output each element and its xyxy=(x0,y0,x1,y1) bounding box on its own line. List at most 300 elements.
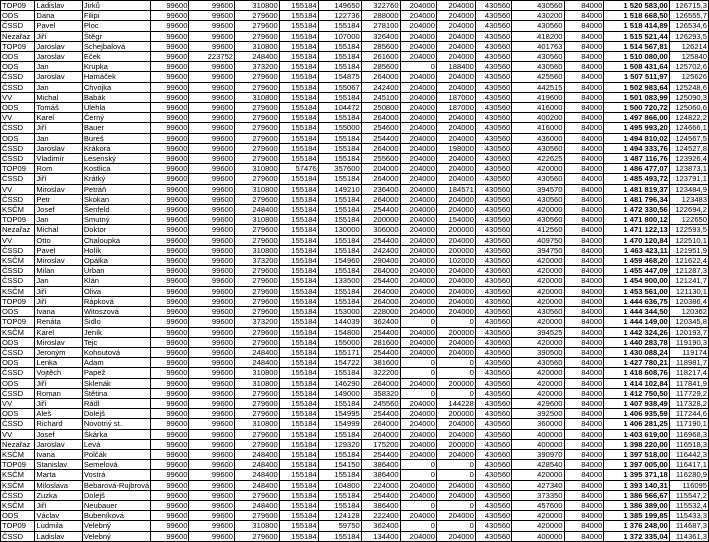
table-cell: 204000 xyxy=(436,347,475,357)
table-cell: 290400 xyxy=(361,256,400,266)
table-cell: 84000 xyxy=(564,62,604,72)
table-cell: 102000 xyxy=(436,256,475,266)
table-cell: 222400 xyxy=(361,511,400,521)
table-cell: 416000 xyxy=(512,103,564,113)
table-cell: 99600 xyxy=(151,266,189,276)
table-cell: Ladislav xyxy=(35,531,82,541)
table-cell: 420000 xyxy=(512,521,564,531)
table-cell: ČSSD xyxy=(1,21,35,31)
table-cell: 99600 xyxy=(151,337,189,347)
table-cell: 430560 xyxy=(475,337,511,347)
table-cell: 0 xyxy=(400,470,436,480)
table-cell: ODS xyxy=(1,378,35,388)
table-cell: 99600 xyxy=(189,92,235,102)
table-row xyxy=(1,154,709,164)
table-cell: 116417,1 xyxy=(669,460,708,470)
table-cell: 358320 xyxy=(361,388,400,398)
table-cell: Holík xyxy=(82,245,150,255)
table-row xyxy=(1,317,709,327)
table-cell: 1 444 344,50 xyxy=(604,307,669,317)
table-cell: 155184 xyxy=(279,205,318,215)
table-cell: 154960 xyxy=(318,256,361,266)
table-cell: 425560 xyxy=(512,72,564,82)
table-cell: 248400 xyxy=(235,205,280,215)
table-cell: 99600 xyxy=(189,296,235,306)
table-cell: 1 471 800,12 xyxy=(604,215,669,225)
table-cell: 1 515 521,44 xyxy=(604,31,669,41)
table-cell: 99600 xyxy=(151,194,189,204)
table-cell: 1 386 566,67 xyxy=(604,490,669,500)
table-row xyxy=(1,531,709,541)
table-cell: 373200 xyxy=(235,256,280,266)
table-cell: 99600 xyxy=(189,266,235,276)
table-cell: Jan xyxy=(35,82,82,92)
table-cell: ODS xyxy=(1,307,35,317)
table-cell: 126715,3 xyxy=(669,1,708,11)
table-cell: 155184 xyxy=(279,439,318,449)
table-cell: ČSSD xyxy=(1,174,35,184)
table-cell: 99600 xyxy=(151,358,189,368)
table-cell: 1 406 281,25 xyxy=(604,419,669,429)
table-cell: 154150 xyxy=(318,460,361,470)
table-cell: 228000 xyxy=(361,307,400,317)
table-row xyxy=(1,235,709,245)
table-cell: 123926,4 xyxy=(669,154,708,164)
table-row xyxy=(1,276,709,286)
table-cell: 155184 xyxy=(279,347,318,357)
table-cell: 120386,4 xyxy=(669,296,708,306)
table-cell: Ivana xyxy=(35,449,82,459)
table-cell: 155184 xyxy=(279,470,318,480)
table-cell: 390500 xyxy=(512,347,564,357)
table-cell: 204000 xyxy=(436,480,475,490)
table-cell: 155184 xyxy=(318,266,361,276)
table-cell: 99600 xyxy=(189,531,235,541)
table-cell: 430560 xyxy=(475,62,511,72)
table-cell: 204000 xyxy=(400,52,436,62)
table-cell: 144228 xyxy=(436,398,475,408)
table-cell: 419600 xyxy=(512,92,564,102)
table-cell: 1 403 619,00 xyxy=(604,429,669,439)
table-cell: 116518,3 xyxy=(669,439,708,449)
table-cell: 254400 xyxy=(361,235,400,245)
table-cell: 357600 xyxy=(318,164,361,174)
table-cell: ČSSD xyxy=(1,82,35,92)
table-cell: KSČM xyxy=(1,480,35,490)
table-cell: 99600 xyxy=(151,368,189,378)
table-cell: Škárka xyxy=(82,429,150,439)
table-cell: 99600 xyxy=(151,154,189,164)
table-cell: 99600 xyxy=(151,480,189,490)
table-cell: 204000 xyxy=(400,286,436,296)
table-cell: 430560 xyxy=(475,490,511,500)
table-cell: 84000 xyxy=(564,286,604,296)
table-cell: KSČM xyxy=(1,327,35,337)
table-cell: 264000 xyxy=(361,72,400,82)
table-cell: 204000 xyxy=(436,1,475,11)
table-cell: 430560 xyxy=(475,368,511,378)
table-cell: Jiří xyxy=(35,286,82,296)
table-cell: 155184 xyxy=(279,460,318,470)
table-cell: 1 470 120,84 xyxy=(604,235,669,245)
table-cell: ČSSD xyxy=(1,368,35,378)
table-cell: 1 495 993,20 xyxy=(604,123,669,133)
table-row xyxy=(1,409,709,419)
table-row xyxy=(1,245,709,255)
table-cell: 1 444 636,75 xyxy=(604,296,669,306)
table-cell: 430560 xyxy=(475,429,511,439)
table-cell: 84000 xyxy=(564,143,604,153)
table-cell: Jeník xyxy=(82,327,150,337)
table-cell: 122694,2 xyxy=(669,205,708,215)
table-row xyxy=(1,82,709,92)
table-cell: 1 502 983,64 xyxy=(604,82,669,92)
table-cell: 420000 xyxy=(512,205,564,215)
table-cell: 1 406 935,59 xyxy=(604,409,669,419)
table-cell: 118981,7 xyxy=(669,358,708,368)
table-cell: Václav xyxy=(35,511,82,521)
table-cell: Ivana xyxy=(35,307,82,317)
table-row xyxy=(1,11,709,21)
table-cell: 99600 xyxy=(151,307,189,317)
table-cell: 281600 xyxy=(361,337,400,347)
table-cell: 430560 xyxy=(475,123,511,133)
table-row xyxy=(1,215,709,225)
table-cell: Milan xyxy=(35,266,82,276)
table-cell: Nezařaz xyxy=(1,225,35,235)
table-cell: 125840 xyxy=(669,52,708,62)
table-cell: Bebarová-Rujbrová xyxy=(83,480,150,490)
table-cell: 200000 xyxy=(436,245,475,255)
table-cell: 99600 xyxy=(151,123,189,133)
table-cell: 362400 xyxy=(361,317,400,327)
table-cell: 99600 xyxy=(189,286,235,296)
table-cell: 0 xyxy=(400,368,436,378)
table-cell: 99600 xyxy=(151,184,189,194)
table-cell: 430560 xyxy=(475,184,511,194)
table-cell: Jiří xyxy=(35,296,82,306)
table-cell: 122593,5 xyxy=(669,225,708,235)
table-cell: 204000 xyxy=(400,205,436,215)
table-cell: 430560 xyxy=(475,388,511,398)
table-cell: 279600 xyxy=(235,21,280,31)
table-cell: Lenka xyxy=(35,358,82,368)
table-cell: 117328,2 xyxy=(669,398,708,408)
table-cell: 84000 xyxy=(564,327,604,337)
table-cell: 242400 xyxy=(361,245,400,255)
table-cell: 0 xyxy=(436,388,475,398)
table-cell: 84000 xyxy=(564,225,604,235)
table-cell: 442515 xyxy=(512,82,564,92)
table-row xyxy=(1,490,709,500)
table-cell: 1 494 810,02 xyxy=(604,133,669,143)
table-cell: 99600 xyxy=(151,245,189,255)
table-cell: 155184 xyxy=(279,62,318,72)
table-cell: 99600 xyxy=(189,490,235,500)
table-cell: 149000 xyxy=(318,388,361,398)
table-cell: 1 518 414,89 xyxy=(604,21,669,31)
table-cell: 99600 xyxy=(151,439,189,449)
table-cell: VV xyxy=(1,113,35,123)
table-cell: 116968,3 xyxy=(669,429,708,439)
table-cell: Rádl xyxy=(82,398,150,408)
table-cell: 84000 xyxy=(564,215,604,225)
table-cell: 119174 xyxy=(669,347,708,357)
table-cell: 0 xyxy=(436,521,475,531)
table-cell: 254400 xyxy=(361,205,400,215)
table-cell: KSČM xyxy=(1,470,35,480)
table-cell: 204000 xyxy=(436,531,475,541)
table-cell: 99600 xyxy=(151,1,189,11)
table-cell: 430560 xyxy=(475,296,511,306)
table-cell: 264000 xyxy=(361,429,400,439)
table-cell: 420000 xyxy=(512,164,564,174)
table-cell: 155184 xyxy=(318,245,361,255)
table-cell: 430560 xyxy=(475,286,511,296)
table-cell: 310800 xyxy=(235,215,280,225)
table-cell: 204000 xyxy=(436,113,475,123)
table-row xyxy=(1,439,709,449)
table-cell: 279600 xyxy=(235,490,280,500)
table-cell: Jiří xyxy=(35,174,82,184)
table-cell: 306000 xyxy=(361,225,400,235)
table-cell: 84000 xyxy=(564,378,604,388)
table-row xyxy=(1,470,709,480)
table-cell: 430560 xyxy=(475,358,511,368)
table-cell: Miroslav xyxy=(35,337,82,347)
table-cell: 99600 xyxy=(189,327,235,337)
table-cell: 400000 xyxy=(512,439,564,449)
table-cell: ODS xyxy=(1,103,35,113)
table-cell: 204000 xyxy=(400,276,436,286)
table-cell: 1 497 866,00 xyxy=(604,113,669,123)
table-cell: Jaroslav xyxy=(35,439,82,449)
table-cell: 123791,1 xyxy=(669,174,708,184)
table-cell: Krákora xyxy=(82,143,150,153)
table-cell: 84000 xyxy=(564,21,604,31)
table-cell: Dolejš xyxy=(82,409,150,419)
table-cell: 204000 xyxy=(436,82,475,92)
table-cell: 99600 xyxy=(189,1,235,11)
table-cell: 416000 xyxy=(512,123,564,133)
table-cell: 204000 xyxy=(400,82,436,92)
table-cell: 155184 xyxy=(279,174,318,184)
table-cell: 84000 xyxy=(564,103,604,113)
table-cell: 254400 xyxy=(361,490,400,500)
table-cell: 204000 xyxy=(400,266,436,276)
table-cell: 155184 xyxy=(279,480,318,490)
table-cell: Oliva xyxy=(82,286,150,296)
table-cell: 117841,9 xyxy=(669,378,708,388)
table-cell: 84000 xyxy=(564,72,604,82)
table-cell: 99600 xyxy=(189,521,235,531)
table-cell: 84000 xyxy=(564,1,604,11)
table-cell: 99600 xyxy=(189,31,235,41)
table-cell: 430560 xyxy=(475,521,511,531)
table-cell: 248400 xyxy=(235,500,280,510)
table-cell: 99600 xyxy=(151,82,189,92)
table-cell: 99600 xyxy=(151,256,189,266)
table-cell: 1 510 080,00 xyxy=(604,52,669,62)
table-cell: 1 501 083,99 xyxy=(604,92,669,102)
table-cell: 390970 xyxy=(512,449,564,459)
table-cell: 155184 xyxy=(279,31,318,41)
table-cell: ODS xyxy=(1,409,35,419)
table-cell: 204000 xyxy=(400,245,436,255)
table-cell: 430560 xyxy=(475,327,511,337)
table-cell: 155184 xyxy=(279,52,318,62)
table-cell: Pavel xyxy=(35,21,82,31)
table-cell: 204000 xyxy=(400,21,436,31)
table-cell: 279600 xyxy=(235,194,280,204)
table-cell: 279600 xyxy=(235,531,280,541)
table-cell: 99600 xyxy=(189,174,235,184)
table-cell: 420000 xyxy=(512,256,564,266)
table-cell: 99600 xyxy=(189,245,235,255)
table-cell: 99600 xyxy=(189,123,235,133)
table-cell: 198000 xyxy=(436,143,475,153)
table-cell: 130000 xyxy=(318,225,361,235)
table-cell: 1 385 199,85 xyxy=(604,511,669,521)
table-cell: 264000 xyxy=(361,174,400,184)
table-cell: 200000 xyxy=(436,439,475,449)
table-cell: 121241,7 xyxy=(669,276,708,286)
table-row xyxy=(1,164,709,174)
table-cell: 0 xyxy=(400,62,436,72)
table-cell: 430560 xyxy=(475,439,511,449)
table-cell: 279600 xyxy=(235,11,280,21)
table-cell: ČSSD xyxy=(1,194,35,204)
table-cell: 155184 xyxy=(279,133,318,143)
table-cell: 99600 xyxy=(189,11,235,21)
table-cell: 114687,3 xyxy=(669,521,708,531)
table-cell: 279600 xyxy=(235,276,280,286)
table-cell: 99600 xyxy=(151,429,189,439)
table-cell: 288000 xyxy=(361,11,400,21)
table-cell: 84000 xyxy=(564,113,604,123)
table-cell: 322200 xyxy=(361,368,400,378)
table-cell: 394525 xyxy=(512,327,564,337)
table-cell: 0 xyxy=(400,388,436,398)
table-row xyxy=(1,72,709,82)
table-cell: KSČM xyxy=(1,449,35,459)
table-row xyxy=(1,368,709,378)
table-cell: 430560 xyxy=(512,1,564,11)
table-cell: 1 393 140,31 xyxy=(604,480,669,490)
table-cell: 155184 xyxy=(279,327,318,337)
table-cell: 204000 xyxy=(436,52,475,62)
table-cell: 155184 xyxy=(318,41,361,51)
table-cell: 204000 xyxy=(400,490,436,500)
table-cell: Krupka xyxy=(82,62,150,72)
table-row xyxy=(1,143,709,153)
table-cell: 204000 xyxy=(400,184,436,194)
table-cell: 125248,6 xyxy=(669,82,708,92)
table-cell: TOP09 xyxy=(1,41,35,51)
table-cell: 279600 xyxy=(235,388,280,398)
table-cell: Bubeníková xyxy=(82,511,150,521)
table-cell: 430560 xyxy=(475,419,511,429)
table-cell: 430560 xyxy=(475,11,511,21)
table-cell: 188400 xyxy=(436,62,475,72)
table-cell: 373200 xyxy=(235,62,280,72)
table-cell: 204000 xyxy=(436,123,475,133)
table-cell: 99600 xyxy=(151,225,189,235)
table-cell: 420000 xyxy=(512,511,564,521)
table-cell: 1 514 567,81 xyxy=(604,41,669,51)
table-cell: 99600 xyxy=(151,378,189,388)
table-cell: 84000 xyxy=(564,409,604,419)
table-cell: 1 407 938,49 xyxy=(604,398,669,408)
table-cell: 310800 xyxy=(235,92,280,102)
table-cell: 279600 xyxy=(235,439,280,449)
table-cell: 430560 xyxy=(475,82,511,92)
table-cell: 430560 xyxy=(475,276,511,286)
table-cell: 430560 xyxy=(512,358,564,368)
table-cell: Polčák xyxy=(82,449,150,459)
table-cell: 99600 xyxy=(151,286,189,296)
table-cell: 99600 xyxy=(189,500,235,510)
table-cell: 204000 xyxy=(436,41,475,51)
table-cell: 204000 xyxy=(400,398,436,408)
table-cell: 0 xyxy=(400,500,436,510)
table-cell: TOP09 xyxy=(1,317,35,327)
table-cell: 99600 xyxy=(151,174,189,184)
table-cell: TOP09 xyxy=(1,521,35,531)
table-cell: 124527,8 xyxy=(669,143,708,153)
table-cell: 84000 xyxy=(564,174,604,184)
table-cell: 155184 xyxy=(279,41,318,51)
table-cell: 155184 xyxy=(318,113,361,123)
table-cell: 430560 xyxy=(475,194,511,204)
table-cell: 430200 xyxy=(512,11,564,21)
table-cell: 117729,2 xyxy=(669,388,708,398)
table-cell: Renáta xyxy=(35,317,82,327)
table-cell: 115433,3 xyxy=(669,511,708,521)
table-cell: 204000 xyxy=(400,154,436,164)
table-cell: 254400 xyxy=(361,133,400,143)
table-cell: 204000 xyxy=(436,164,475,174)
table-cell: Ploc xyxy=(82,21,150,31)
table-cell: Chaloupka xyxy=(82,235,150,245)
table-cell: 204000 xyxy=(436,449,475,459)
table-cell: 430560 xyxy=(512,62,564,72)
table-row xyxy=(1,103,709,113)
table-cell: Jaroslav xyxy=(35,72,82,82)
table-cell: 204000 xyxy=(436,296,475,306)
table-cell: 204000 xyxy=(436,286,475,296)
table-cell: 155184 xyxy=(279,286,318,296)
table-cell: 99600 xyxy=(189,113,235,123)
table-cell: 122650 xyxy=(669,215,708,225)
table-cell: 430560 xyxy=(512,194,564,204)
table-cell: 430560 xyxy=(475,449,511,459)
table-row xyxy=(1,460,709,470)
table-row xyxy=(1,225,709,235)
table-cell: 84000 xyxy=(564,470,604,480)
table-cell: 154995 xyxy=(318,409,361,419)
table-cell: 1 418 608,76 xyxy=(604,368,669,378)
table-cell: Richard xyxy=(35,419,82,429)
table-cell: 155184 xyxy=(279,266,318,276)
table-cell: 99600 xyxy=(151,103,189,113)
table-cell: 373350 xyxy=(512,490,564,500)
table-cell: 285600 xyxy=(361,41,400,51)
table-cell: 204000 xyxy=(436,21,475,31)
table-cell: 204000 xyxy=(400,480,436,490)
table-cell: Michal xyxy=(35,225,82,235)
table-cell: Schejbalová xyxy=(82,41,150,51)
